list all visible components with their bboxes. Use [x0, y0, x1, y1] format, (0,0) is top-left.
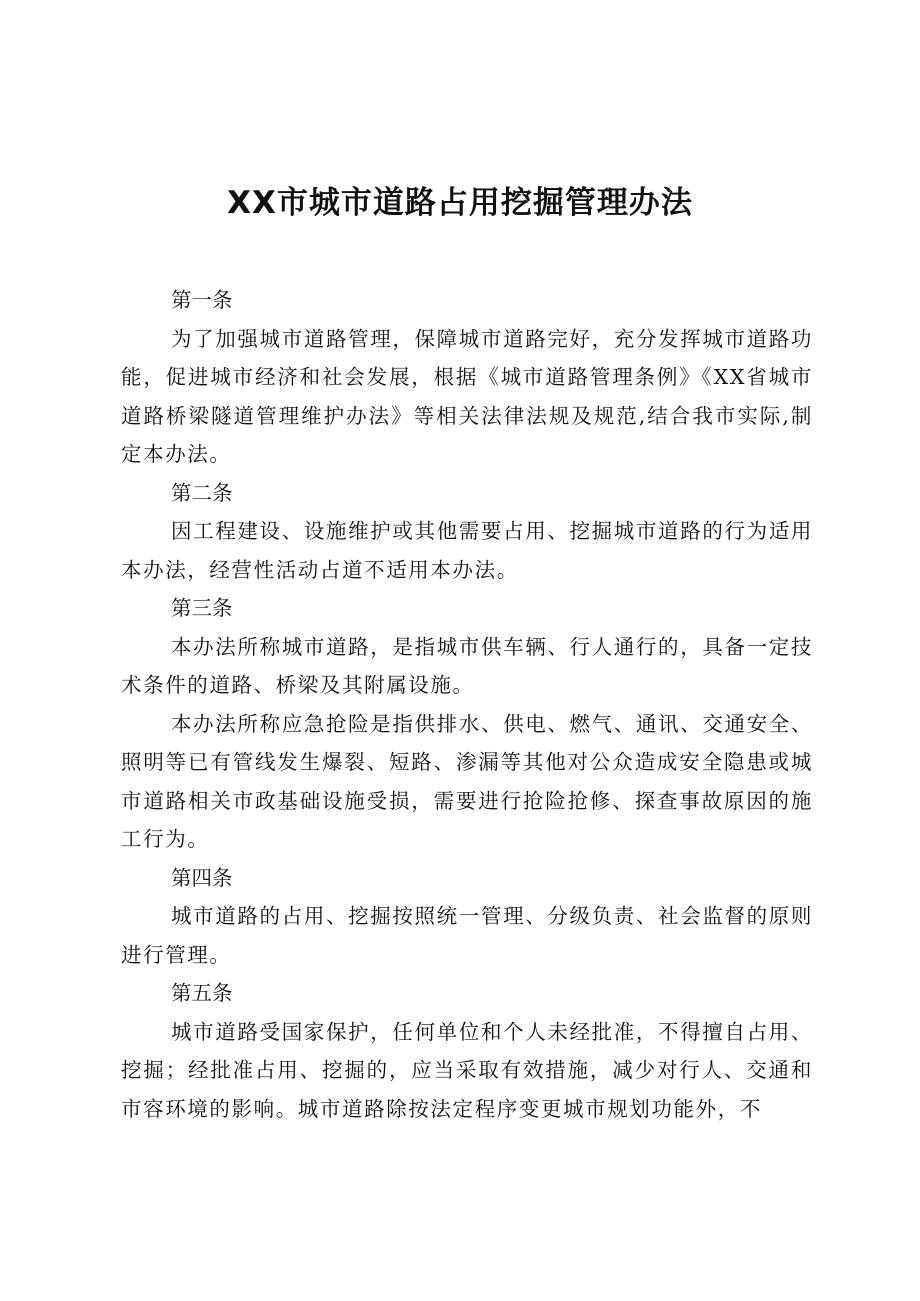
article	[121, 974, 813, 1128]
article-paragraph: 因工程建设、设施维护或其他需要占用、挖掘城市道路的行为适用本办法，经营性活动占道不适用本办法。	[121, 519, 813, 582]
article-heading: 第一条	[171, 288, 233, 312]
article-heading: 第二条	[171, 480, 233, 505]
article-paragraph: 城市道路的占用、挖掘按照统一管理、分级负责、社会监督的原则进行管理。	[121, 904, 813, 967]
article	[121, 859, 813, 975]
article-heading: 第四条	[171, 865, 233, 890]
document-body	[121, 281, 813, 1128]
article-heading: 第三条	[171, 596, 233, 620]
article-paragraph: 城市道路受国家保护，任何单位和个人未经批准，不得擅自占用、挖掘；经批准占用、挖掘的，应当采取有效措施，减少对行人、交通和市容环境的影响。城市道路除按法定程序变更城市规划功能外，不	[121, 1019, 813, 1121]
article	[121, 589, 813, 859]
article	[121, 474, 813, 590]
article-paragraph: 本办法所称城市道路，是指城市供车辆、行人通行的，具备一定技术条件的道路、桥梁及其附属设施。	[121, 634, 813, 697]
article-paragraph: 为了加强城市道路管理，保障城市道路完好，充分发挥城市道路功能，促进城市经济和社会发展，根据《城市道路管理条例》《XX省城市道路桥梁隧道管理维护办法》等相关法律法规及规范,结合我市实际,制定本办法。	[121, 326, 813, 466]
article-heading: 第五条	[171, 981, 233, 1005]
article	[121, 281, 813, 474]
article-paragraph: 本办法所称应急抢险是指供排水、供电、燃气、通讯、交通安全、照明等已有管线发生爆裂、短路、渗漏等其他对公众造成安全隐患或城市道路相关市政基础设施受损，需要进行抢险抢修、探查事故原因的施工行为。	[121, 711, 813, 851]
document-title: XX市城市道路占用挖掘管理办法	[227, 185, 693, 221]
